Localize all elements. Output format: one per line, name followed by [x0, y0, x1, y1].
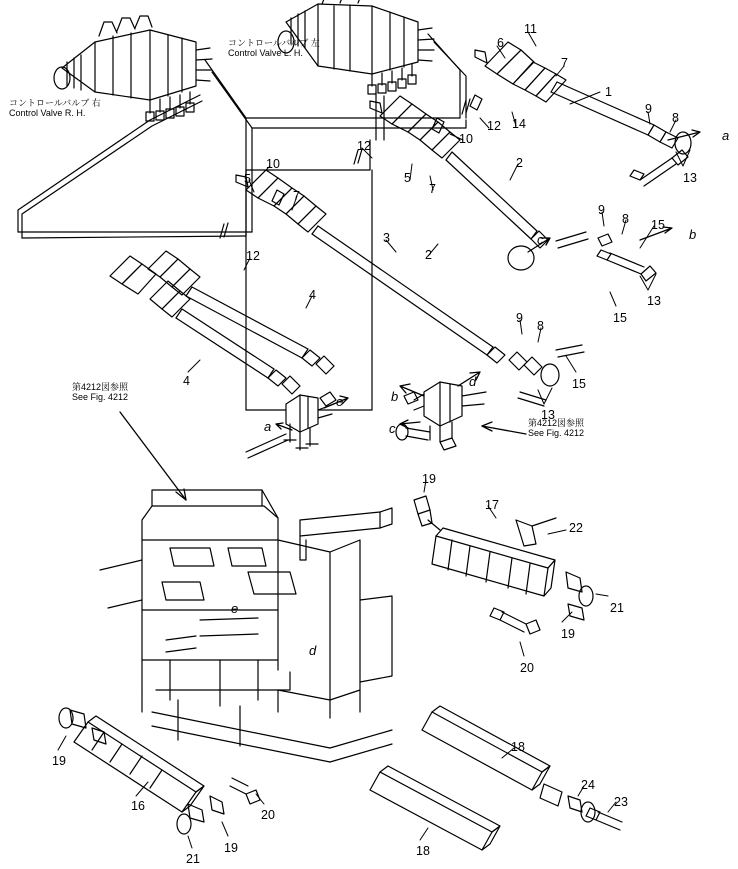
callout-13: 13 [683, 171, 697, 185]
hose-1 [462, 42, 691, 186]
callout-20: 20 [520, 661, 534, 675]
callout-3: 3 [383, 231, 390, 245]
callout-4: 4 [183, 374, 190, 388]
callout-d: d [469, 374, 477, 389]
callout-12: 12 [246, 249, 260, 263]
callout-14: 14 [512, 117, 526, 131]
callout-11: 11 [524, 22, 537, 36]
part-17-rail [414, 496, 593, 634]
callout-10: 10 [459, 132, 473, 146]
callout-21: 21 [186, 852, 200, 866]
callout-6: 6 [497, 36, 504, 50]
callout-17: 17 [485, 498, 499, 512]
callout-5: 5 [244, 172, 251, 186]
callout-b: b [689, 227, 697, 242]
letter-arrows [276, 130, 700, 430]
callout-21: 21 [610, 601, 624, 615]
see-fig-4212-right-jp: 第4212図参照 [528, 418, 585, 428]
see-fig-4212-left-en: See Fig. 4212 [72, 392, 129, 403]
callout-2: 2 [516, 156, 523, 170]
callout-13: 13 [647, 294, 661, 308]
callout-12: 12 [357, 139, 371, 153]
callout-10: 10 [266, 157, 280, 171]
callout-1: 1 [605, 85, 612, 99]
callout-19: 19 [422, 472, 436, 486]
callout-9: 9 [516, 311, 523, 325]
control-valve-rh-label-jp: コントロールバルブ 右 [9, 98, 101, 108]
callout-16: 16 [131, 799, 145, 813]
control-valve-lh-label [228, 38, 320, 59]
callout-d: d [309, 643, 317, 658]
callout-7: 7 [293, 189, 300, 203]
manifold-left [246, 392, 336, 458]
callout-15: 15 [613, 311, 627, 325]
callout-e: e [231, 601, 239, 616]
manifold-right [396, 382, 486, 450]
callout-13: 13 [541, 408, 555, 422]
control-valve-lh-label-jp: コントロールバルブ 左 [228, 38, 320, 48]
callout-15: 15 [651, 218, 665, 232]
callout-18: 18 [511, 740, 525, 754]
callout-2: 2 [425, 248, 432, 262]
callout-e: e [336, 394, 344, 409]
machine-frame [100, 490, 392, 762]
see-fig-4212-right-en: See Fig. 4212 [528, 428, 585, 439]
callout-12: 12 [487, 119, 501, 133]
callout-7: 7 [429, 182, 436, 196]
callout-9: 9 [598, 203, 605, 217]
hose-4-lower [110, 256, 300, 394]
see-fig-4212-left [72, 382, 128, 403]
callout-19: 19 [224, 841, 238, 855]
callout-22: 22 [569, 521, 583, 535]
callout-15: 15 [572, 377, 586, 391]
control-valve-rh-label [9, 98, 101, 119]
callout-4: 4 [309, 288, 316, 302]
see-fig-4212-left-jp: 第4212図参照 [72, 382, 129, 392]
callout-19: 19 [561, 627, 575, 641]
see-fig-4212-right [528, 418, 584, 439]
callout-20: 20 [261, 808, 275, 822]
callout-c: c [389, 421, 396, 436]
callout-23: 23 [614, 795, 628, 809]
callout-7: 7 [561, 56, 568, 70]
callout-c: c [537, 232, 544, 247]
hose-routing-lines [18, 34, 466, 410]
callout-b: b [391, 389, 399, 404]
callout-18: 18 [416, 844, 430, 858]
callout-a: a [722, 128, 730, 143]
callout-24: 24 [581, 778, 595, 792]
callout-19: 19 [52, 754, 66, 768]
control-valve-lh-label-en: Control Valve L. H. [228, 48, 303, 59]
callout-8: 8 [622, 212, 629, 226]
callout-8: 8 [537, 319, 544, 333]
callout-5: 5 [404, 171, 411, 185]
callout-8: 8 [672, 111, 679, 125]
see-fig-leaders [120, 412, 526, 500]
callout-a: a [264, 419, 272, 434]
callout-9: 9 [645, 102, 652, 116]
part-16-rail [59, 708, 260, 834]
hose-2 [354, 96, 656, 281]
control-valve-rh-label-en: Control Valve R. H. [9, 108, 86, 119]
